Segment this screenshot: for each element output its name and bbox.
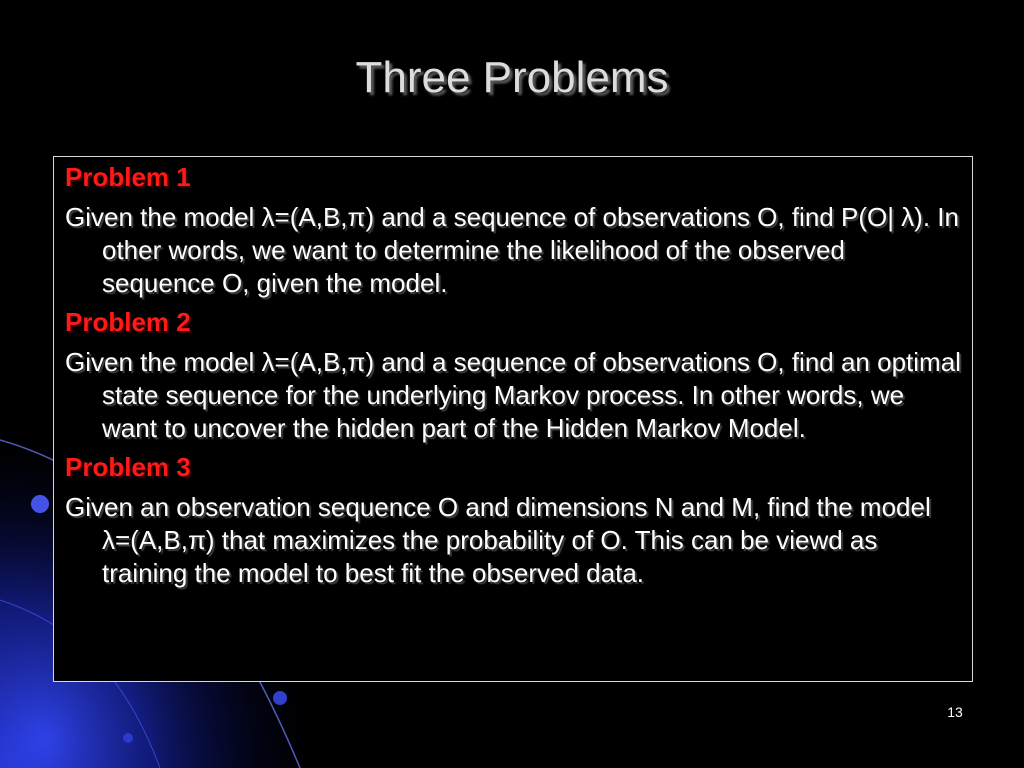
problem-heading: Problem 1 xyxy=(65,162,191,192)
slide-number: 13 xyxy=(947,704,963,720)
problem-heading: Problem 2 xyxy=(65,307,191,337)
problem-block xyxy=(65,306,962,445)
problem-block xyxy=(65,451,962,590)
content-box xyxy=(53,156,973,682)
glow-dot xyxy=(273,691,287,705)
glow-dot xyxy=(31,495,49,513)
slide-title: Three Problems xyxy=(355,53,669,102)
problem-block xyxy=(65,161,962,300)
problem-description: Given the model λ=(A,B,π) and a sequence of observations O, find an optimal state sequence for the underlying Markov process. In other words, we want to uncover the hidden part of the Hidden Markov Model. xyxy=(65,347,961,443)
problem-description: Given an observation sequence O and dimensions N and M, find the model λ=(A,B,π) that maximizes the probability of O. This can be viewd as training the model to best fit the observed data. xyxy=(65,492,931,588)
problem-heading: Problem 3 xyxy=(65,452,191,482)
glow-dot xyxy=(123,733,133,743)
problem-description: Given the model λ=(A,B,π) and a sequence of observations O, find P(O| λ). In other words, we want to determine the likelihood of the observed sequence O, given the model. xyxy=(65,202,959,298)
